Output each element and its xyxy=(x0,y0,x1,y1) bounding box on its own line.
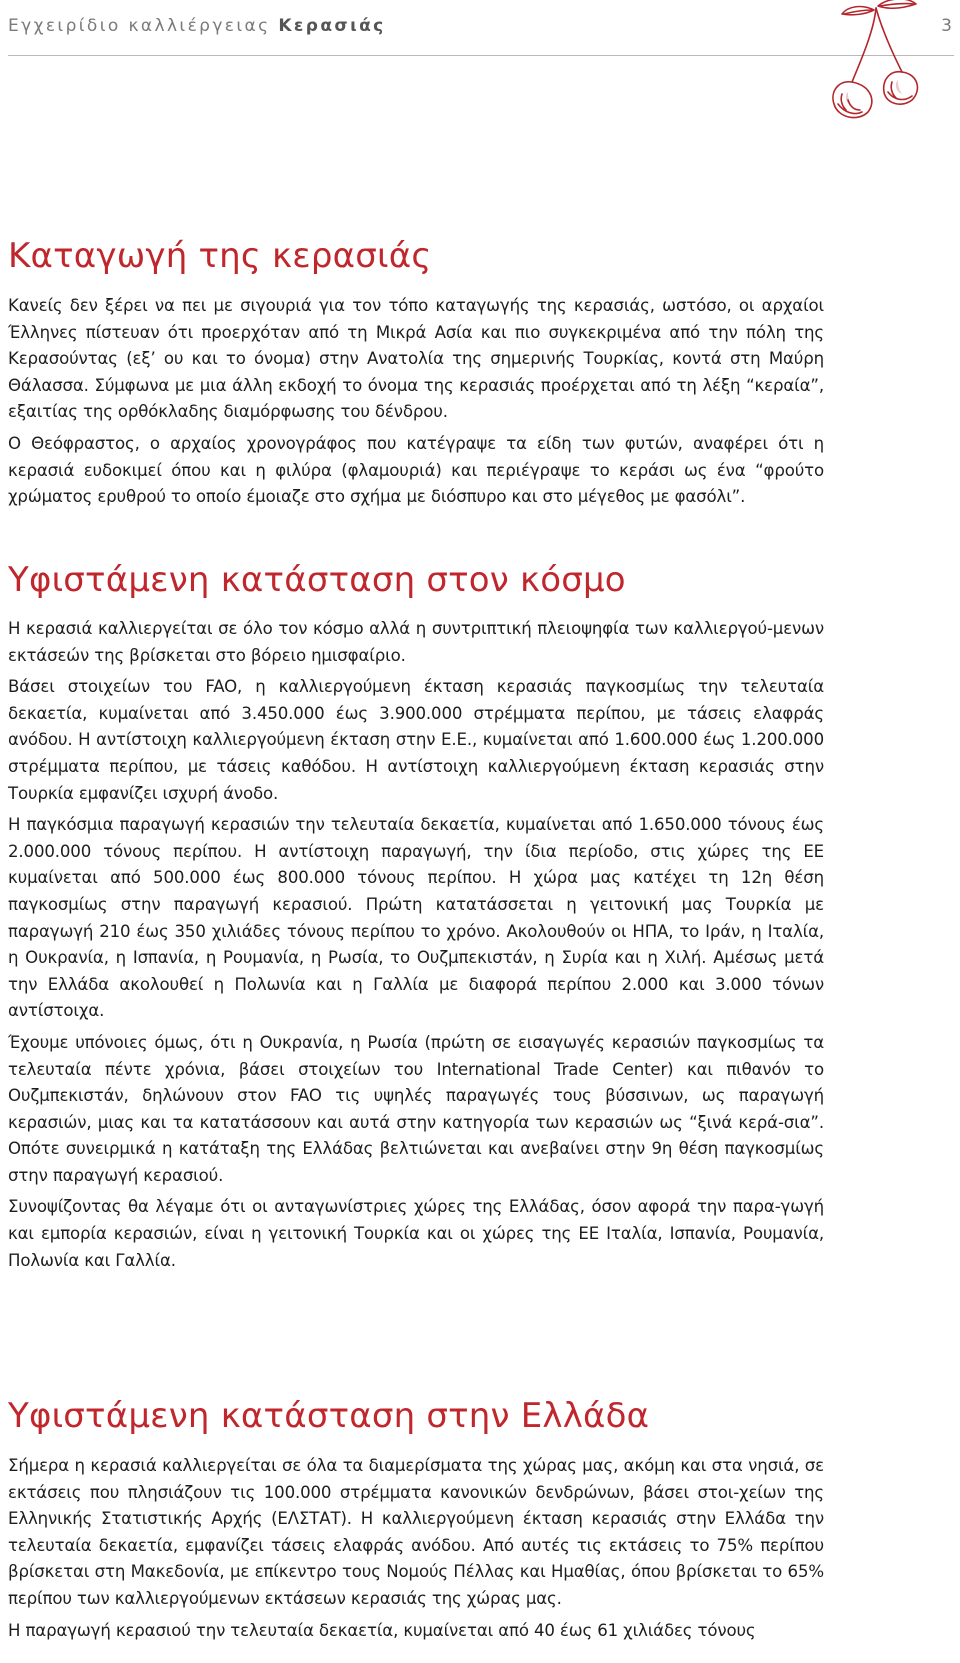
paragraph: Έχουμε υπόνοιες όμως, ότι η Ουκρανία, η Ρωσία (πρώτη σε εισαγωγές κερασιών παγκοσμίως τα τελευταία πέντε χρόνια, βάσει στοιχείων του International Trade Center) και πιθανόν το Ουζμπεκιστάν, δηλώνουν στον FAO τις υψηλές παραγωγές τους βύσσινων, ως παραγωγή κερασιών, μιας και τα κατατάσσουν και αυτά στην κατηγορία των κερασιών ως “ξινά κερά-σια”. Οπότε συνειρμικά η κατάταξη της Ελλάδας βελτιώνεται και ανεβαίνει στην 9η θέση παγκοσμίως στην παραγωγή κερασιού. xyxy=(8,1032,824,1185)
paragraph: Η παγκόσμια παραγωγή κερασιών την τελευταία δεκαετία, κυμαίνεται από 1.650.000 τόνους έως 2.000.000 τόνους περίπου. Η αντίστοιχη παραγωγή, την ίδια περίοδο, στις χώρες της ΕΕ κυμαίνεται από 500.000 έως 800.000 τόνους περίπου. Η χώρα μας κατέχει τη 12η θέση παγκοσμίως στην παραγωγή κερασιού. Πρώτη κατατάσσεται η γειτονική μας Τουρκία με παραγωγή 210 έως 350 χιλιάδες τόνους περίπου το χρόνο. Ακολουθούν οι ΗΠΑ, το Ιράν, η Ιταλία, η Ουκρανία, η Ισπανία, η Ρουμανία, η Ρωσία, το Ουζμπεκιστάν, η Συρία και η Χιλή. Αμέσως μετά την Ελλάδα ακολουθεί η Πολωνία και η Γαλλία με διαφορά περίπου 2.000 και 3.000 τόνων αντίστοιχα. xyxy=(8,815,824,1021)
paragraph: Ο Θεόφραστος, ο αρχαίος χρονογράφος που κατέγραψε τα είδη των φυτών, αναφέρει ότι η κερασιά ευδοκιμεί όπου και η φιλύρα (φλαμουριά) και περιέγραψε το κεράσι ως ένα “φρούτο χρώματος ερυθρού το οποίο έμοιαζε στο σχήμα με διόσπυρο και στο μέγεθος με φασόλι”. xyxy=(8,433,824,507)
header-divider xyxy=(8,55,954,56)
paragraph: Η κερασιά καλλιεργείται σε όλο τον κόσμο αλλά η συντριπτική πλειοψηφία των καλλιεργού-μενων εκτάσεών της βρίσκεται στο βόρειο ημισφαίριο. xyxy=(8,619,824,665)
header-title: Εγχειρίδιο καλλιέργειας xyxy=(8,16,271,36)
section-heading-world: Υφιστάμενη κατάσταση στον κόσμο xyxy=(8,560,626,600)
section-body-origin xyxy=(8,293,824,516)
paragraph: Σήμερα η κερασιά καλλιεργείται σε όλα τα διαμερίσματα της χώρας μας, ακόμη και στα νησιά, σε εκτάσεις που πλησιάζουν τις 100.000 στρέμματα κανονικών δενδρώνων, βάσει στοι-χείων της Ελληνικής Στατιστικής Αρχής (ΕΛΣΤΑΤ). Η καλλιεργούμενη έκταση κερασιάς στην Ελλάδα την τελευταία δεκαετία, εμφανίζει τάσεις ελαφράς ανόδου. Από αυτές τις εκτάσεις το 75% περίπου βρίσκεται στη Μακεδονία, με επίκεντρο τους Νομούς Πέλλας και Ημαθίας, όπου βρίσκεται το 65% περίπου των καλλιεργούμενων εκτάσεων κερασιάς της χώρας μας. xyxy=(8,1456,824,1608)
section-body-greece xyxy=(8,1453,824,1649)
header-title-bold: Κερασιάς xyxy=(278,16,386,36)
paragraph: Η παραγωγή κερασιού την τελευταία δεκαετία, κυμαίνεται από 40 έως 61 χιλιάδες τόνους xyxy=(8,1620,756,1640)
running-header xyxy=(8,16,954,42)
cherries-icon xyxy=(818,0,930,128)
paragraph: Συνοψίζοντας θα λέγαμε ότι οι ανταγωνίστριες χώρες της Ελλάδας, όσον αφορά την παρα-γωγή και εμπορία κερασιών, είναι η γειτονική Τουρκία και οι χώρες της ΕΕ Ιταλία, Ισπανία, Ρουμανία, Πολωνία και Γαλλία. xyxy=(8,1197,824,1270)
paragraph: Κανείς δεν ξέρει να πει με σιγουριά για τον τόπο καταγωγής της κερασιάς, ωστόσο, οι αρχαίοι Έλληνες πίστευαν ότι προερχόταν από τη Μικρά Ασία και πιο συγκεκριμένα από την πόλη της Κερασούντας (εξ’ ου και το όνομα) στην Ανατολία της σημερινής Τουρκίας, κοντά στη Μαύρη Θάλασσα. Σύμφωνα με μια άλλη εκδοχή το όνομα της κερασιάς προέρχεται από τη λέξη “κεραία”, εξαιτίας της ορθόκλαδης διαμόρφωσης του δένδρου. xyxy=(8,296,824,422)
page-number: 3 xyxy=(941,16,952,36)
section-body-world xyxy=(8,616,824,1279)
paragraph: Βάσει στοιχείων του FAO, η καλλιεργούμενη έκταση κερασιάς παγκοσμίως την τελευταία δεκαετία, κυμαίνεται από 3.450.000 έως 3.900.000 στρέμματα περίπου, με τάσεις ελαφράς ανόδου. Η αντίστοιχη καλλιεργούμενη έκταση στην Ε.Ε., κυμαίνεται από 1.600.000 έως 1.200.000 στρέμματα περίπου, με τάσεις καθόδου. Η αντίστοιχη καλλιεργούμενη έκταση κερασιάς στην Τουρκία εμφανίζει ισχυρή άνοδο. xyxy=(8,677,824,803)
section-heading-origin: Καταγωγή της κερασιάς xyxy=(8,236,432,276)
section-heading-greece: Υφιστάμενη κατάσταση στην Ελλάδα xyxy=(8,1396,650,1436)
